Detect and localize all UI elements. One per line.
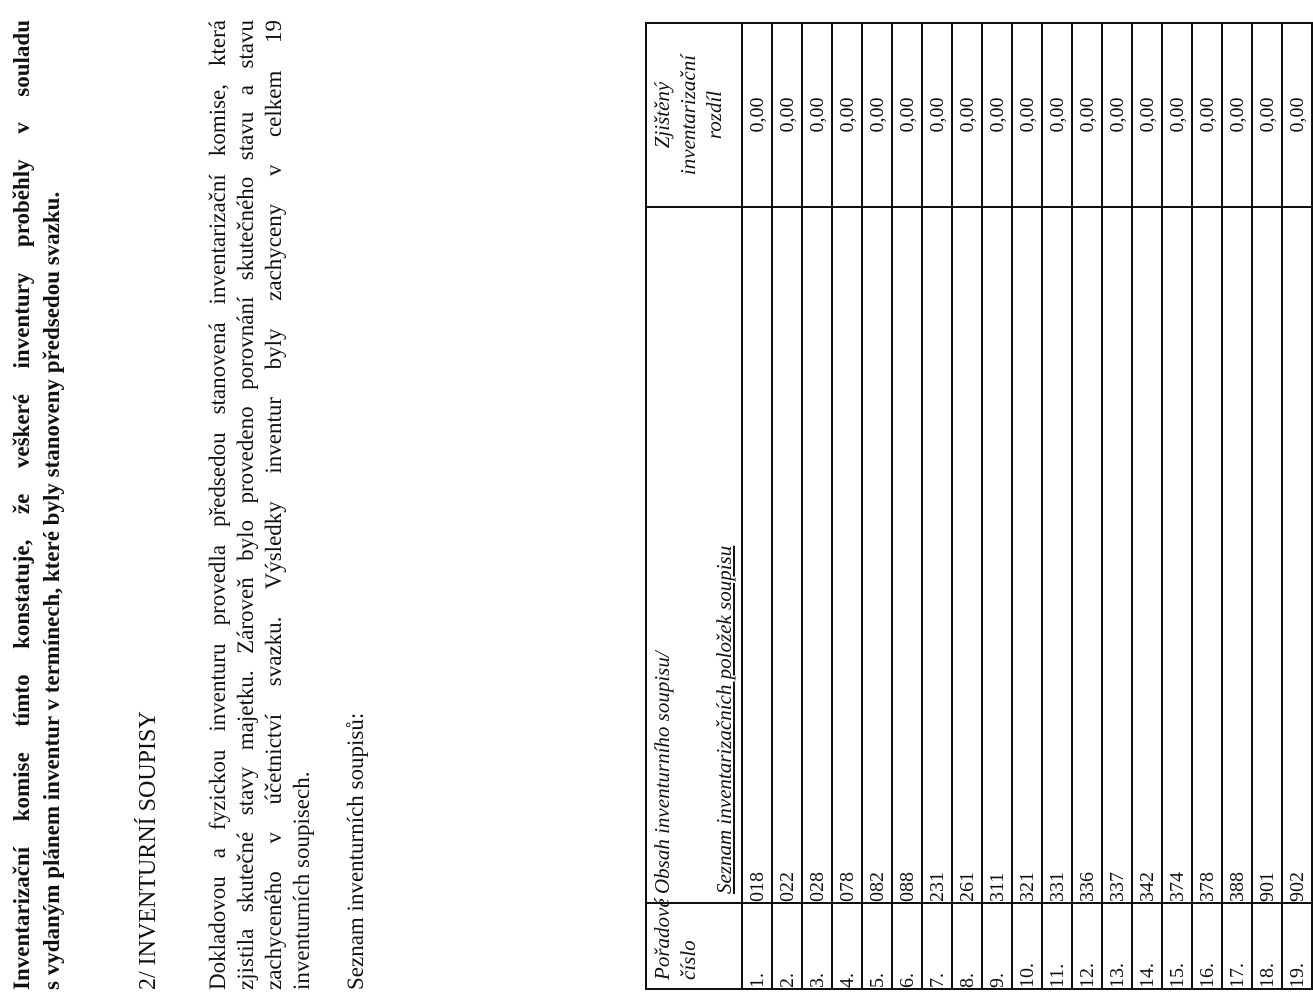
row-number: 1. (742, 903, 772, 989)
section-heading: 2/ INVENTURNÍ SOUPISY (135, 711, 161, 990)
table-row (802, 23, 832, 989)
row-difference: 0,00 (982, 23, 1012, 207)
table-row (832, 23, 862, 989)
row-number: 13. (1102, 903, 1132, 989)
row-number: 11. (1042, 903, 1072, 989)
table-row (982, 23, 1012, 989)
row-difference: 0,00 (1012, 23, 1042, 207)
row-difference: 0,00 (802, 23, 832, 207)
row-number: 2. (772, 903, 802, 989)
row-code: 231 (922, 207, 952, 903)
row-code: 374 (1162, 207, 1192, 903)
row-difference: 0,00 (1072, 23, 1102, 207)
header-obsah (646, 207, 742, 903)
table-body (742, 23, 1312, 989)
row-difference: 0,00 (1192, 23, 1222, 207)
row-difference: 0,00 (1162, 23, 1192, 207)
row-code: 331 (1042, 207, 1072, 903)
intro-line-2: s vydaným plánem inventur v termínech, které byly stanoveny předsedou svazku. (39, 191, 64, 990)
row-number: 14. (1132, 903, 1162, 989)
table-row (1042, 23, 1072, 989)
row-number: 12. (1072, 903, 1102, 989)
row-difference: 0,00 (1222, 23, 1252, 207)
table-row (1072, 23, 1102, 989)
row-number: 17. (1222, 903, 1252, 989)
table-row (1132, 23, 1162, 989)
row-number: 7. (922, 903, 952, 989)
row-number: 19. (1282, 903, 1312, 989)
table-row (772, 23, 802, 989)
row-code: 022 (772, 207, 802, 903)
row-code: 902 (1282, 207, 1312, 903)
paragraph-line-2: zjistila skutečné stavy majetku. Zároveň bylo provedeno porovnání skutečného stavu a stavu (233, 20, 258, 990)
row-code: 082 (862, 207, 892, 903)
table-row (1102, 23, 1132, 989)
paragraph-line-1: Dokladovou a fyzickou inventuru provedla předsedou stanovená inventarizační komise, která (205, 20, 230, 990)
table-row (922, 23, 952, 989)
paragraph-line-3: zachyceného v účetnictví svazku. Výsledky inventur byly zachyceny v celkem 19 (261, 20, 286, 990)
table-row (892, 23, 922, 989)
table-row (1162, 23, 1192, 989)
row-difference: 0,00 (1252, 23, 1282, 207)
row-number: 5. (862, 903, 892, 989)
header-obsah-line-2: Seznam inventarizačních položek soupisu (712, 545, 736, 894)
row-code: 088 (892, 207, 922, 903)
table-row (1192, 23, 1222, 989)
row-number: 18. (1252, 903, 1282, 989)
row-difference: 0,00 (892, 23, 922, 207)
row-difference: 0,00 (922, 23, 952, 207)
row-code: 342 (1132, 207, 1162, 903)
table-row (1282, 23, 1312, 989)
header-obsah-line-1: Obsah inventurního soupisu/ (650, 651, 674, 894)
row-difference: 0,00 (1282, 23, 1312, 207)
row-number: 16. (1192, 903, 1222, 989)
paragraph-line-4: inventurních soupisech. (289, 771, 314, 990)
table-row (1252, 23, 1282, 989)
row-code: 388 (1222, 207, 1252, 903)
intro-line-1: Inventarizační komise tímto konstatuje, že veškeré inventury proběhly v souladu (9, 20, 34, 990)
table-header-row (646, 23, 742, 989)
row-number: 10. (1012, 903, 1042, 989)
row-difference: 0,00 (742, 23, 772, 207)
row-code: 261 (952, 207, 982, 903)
row-number: 3. (802, 903, 832, 989)
row-code: 018 (742, 207, 772, 903)
row-code: 336 (1072, 207, 1102, 903)
table-row (952, 23, 982, 989)
row-number: 9. (982, 903, 1012, 989)
row-number: 15. (1162, 903, 1192, 989)
row-difference: 0,00 (832, 23, 862, 207)
row-number: 6. (892, 903, 922, 989)
row-number: 4. (832, 903, 862, 989)
table-row (742, 23, 772, 989)
row-difference: 0,00 (862, 23, 892, 207)
table-row (1012, 23, 1042, 989)
row-difference: 0,00 (1102, 23, 1132, 207)
row-difference: 0,00 (772, 23, 802, 207)
row-number: 8. (952, 903, 982, 989)
header-rozdil: Zjištěný inventarizační rozdíl (646, 23, 742, 207)
row-difference: 0,00 (952, 23, 982, 207)
table-row (1222, 23, 1252, 989)
row-code: 901 (1252, 207, 1282, 903)
row-code: 028 (802, 207, 832, 903)
header-poradove-cislo: Pořadové číslo (646, 903, 742, 989)
row-code: 321 (1012, 207, 1042, 903)
list-label: Seznam inventurních soupisů: (343, 712, 368, 990)
row-code: 078 (832, 207, 862, 903)
row-difference: 0,00 (1042, 23, 1072, 207)
row-code: 311 (982, 207, 1012, 903)
row-code: 337 (1102, 207, 1132, 903)
table-row (862, 23, 892, 989)
row-code: 378 (1192, 207, 1222, 903)
inventory-table (645, 22, 1313, 990)
row-difference: 0,00 (1132, 23, 1162, 207)
